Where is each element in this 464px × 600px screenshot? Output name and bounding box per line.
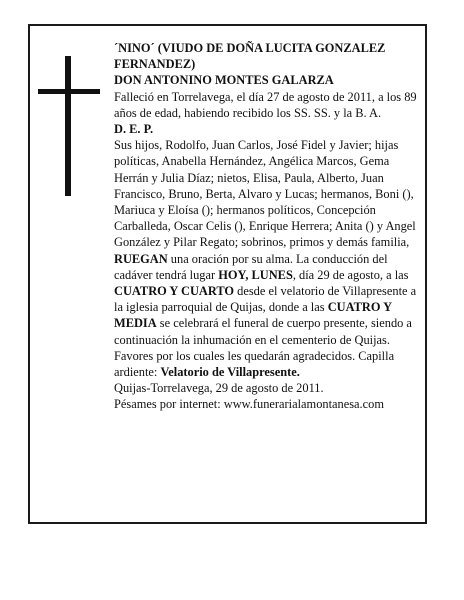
procession-time: CUATRO Y CUARTO	[114, 284, 235, 299]
chapel-location: Velatorio de Villapresente.	[160, 365, 300, 380]
place-date: Quijas-Torrelavega, 29 de agosto de 2011.	[114, 381, 324, 396]
deceased-alias: ´NINO´ (VIUDO DE DOÑA LUCITA GONZALEZ FERNANDEZ)	[114, 41, 386, 72]
ruegan-word: RUEGAN	[114, 251, 168, 266]
condolences-line: Pésames por internet: www.funerarialamontanesa.com	[114, 397, 384, 412]
cross-icon	[38, 56, 100, 196]
ceremony-details	[114, 251, 419, 381]
ceremony-text-1: una oración por su alma. La conducción del cadáver tendrá lugar	[114, 251, 388, 282]
cross-vertical-bar	[65, 56, 71, 196]
cross-horizontal-bar	[38, 89, 100, 94]
deceased-name: DON ANTONINO MONTES GALARZA	[114, 73, 334, 88]
ceremony-text-3: desde el velatorio de Villapresente a la iglesia parroquial de Quijas, donde a las	[114, 284, 417, 315]
funeral-time: CUATRO Y MEDIA	[114, 300, 392, 331]
ceremony-text-4: se celebrará el funeral de cuerpo presente, siendo a continuación la inhumación en el cementerio de Quijas. Favores por los cuales les quedarán agradecidos. Capilla ardiente:	[114, 316, 412, 380]
death-statement: Falleció en Torrelavega, el día 27 de agosto de 2011, a los 89 años de edad, habiendo recibido los SS. SS. y la B. A.	[114, 89, 417, 120]
ceremony-text-2: , día 29 de agosto, a las	[292, 267, 409, 282]
obituary-text	[114, 40, 419, 413]
dep-line: D. E. P.	[114, 122, 154, 137]
day-highlight: HOY, LUNES	[218, 267, 293, 282]
family-list: Sus hijos, Rodolfo, Juan Carlos, José Fidel y Javier; hijas políticas, Anabella Hernández, Angélica Marcos, Gema Herrán y Julia Díaz; nietos, Elisa, Paula, Alberto, Juan Francisco, Bruno, Berta, Alvaro y Lucas; hermanos, Boni (), Mariuca y Eloísa (); hermanos políticos, Concepción Carballeda, Oscar Celis (), Enrique Herrera; Anita () y Angel González y Pilar Regato; sobrinos, primos y demás familia,	[114, 138, 416, 250]
